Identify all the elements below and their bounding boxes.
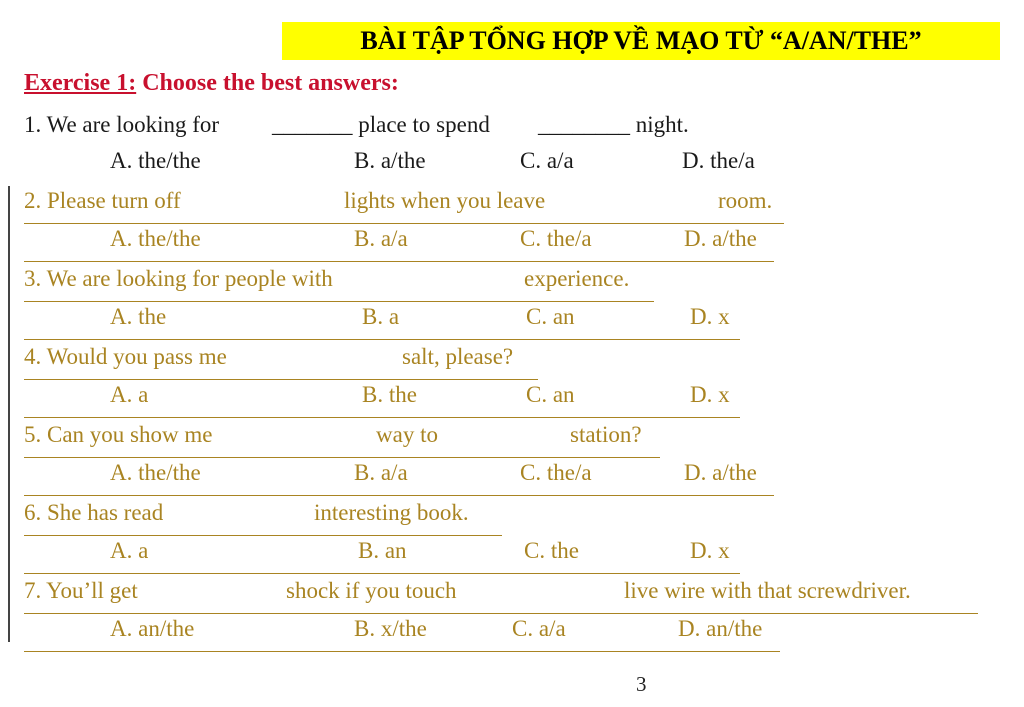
q4-part-2: salt, please? [402,344,514,369]
q4-option-b[interactable]: B. the [362,382,417,407]
q7-part-2: shock if you touch [286,578,457,603]
q2-part-3: room. [718,188,773,213]
q4-part-1: 4. Would you pass me [24,344,227,369]
q6-part-1: 6. She has read [24,500,164,525]
q6-option-c[interactable]: C. the [524,538,579,563]
q6-part-2: interesting book. [314,500,469,525]
change-bar [8,186,10,642]
q3-option-a[interactable]: A. the [110,304,167,329]
q2-part-1: 2. Please turn off [24,188,181,213]
q5-part-1: 5. Can you show me [24,422,213,447]
q4-option-d[interactable]: D. x [690,382,730,407]
q2-option-d[interactable]: D. a/the [684,226,757,251]
question-4-options [24,382,740,416]
q1-option-b[interactable]: B. a/the [354,148,426,173]
q6-option-d[interactable]: D. x [690,538,730,563]
q7-option-c[interactable]: C. a/a [512,616,566,641]
question-6-stem [24,500,502,534]
exercise-instruction: Choose the best answers: [142,70,399,96]
q5-option-d[interactable]: D. a/the [684,460,757,485]
question-1-stem [24,112,764,146]
q7-part-3: live wire with that screwdriver. [624,578,911,603]
question-3-options [24,304,740,338]
exercise-heading [24,70,399,97]
q3-option-b[interactable]: B. a [362,304,400,329]
question-5-options [24,460,774,494]
question-2-options [24,226,774,260]
q3-part-1: 3. We are looking for people with [24,266,333,291]
q3-part-2: experience. [524,266,630,291]
q6-option-b[interactable]: B. an [358,538,407,563]
q5-option-a[interactable]: A. the/the [110,460,201,485]
q6-option-a[interactable]: A. a [110,538,149,563]
q4-option-a[interactable]: A. a [110,382,149,407]
question-7-options [24,616,780,650]
q2-option-a[interactable]: A. the/the [110,226,201,251]
question-5-stem [24,422,660,456]
question-1-options [24,148,784,182]
question-4-stem [24,344,538,378]
question-7-stem [24,578,978,612]
q7-option-d[interactable]: D. an/the [678,616,763,641]
q2-option-c[interactable]: C. the/a [520,226,592,251]
q2-part-2: lights when you leave [344,188,546,213]
question-3-stem [24,266,654,300]
q5-part-2: way to [376,422,438,447]
q3-option-d[interactable]: D. x [690,304,730,329]
q4-option-c[interactable]: C. an [526,382,575,407]
q7-option-a[interactable]: A. an/the [110,616,195,641]
q5-option-b[interactable]: B. a/a [354,460,408,485]
q1-option-c[interactable]: C. a/a [520,148,574,173]
page-title: BÀI TẬP TỔNG HỢP VỀ MẠO TỪ “A/AN/THE” [282,22,1000,60]
question-6-options [24,538,740,572]
exercise-label: Exercise 1: [24,70,137,96]
q7-option-b[interactable]: B. x/the [354,616,427,641]
q7-part-1: 7. You’ll get [24,578,138,603]
page-number: 3 [636,672,647,696]
q1-option-d[interactable]: D. the/a [682,148,755,173]
q3-option-c[interactable]: C. an [526,304,575,329]
question-2-stem [24,188,784,222]
q1-part-3: ________ night. [538,112,689,137]
q1-part-2: _______ place to spend [272,112,490,137]
q1-option-a[interactable]: A. the/the [110,148,201,173]
q5-part-3: station? [570,422,642,447]
q2-option-b[interactable]: B. a/a [354,226,408,251]
q5-option-c[interactable]: C. the/a [520,460,592,485]
q1-part-1: 1. We are looking for [24,112,220,137]
